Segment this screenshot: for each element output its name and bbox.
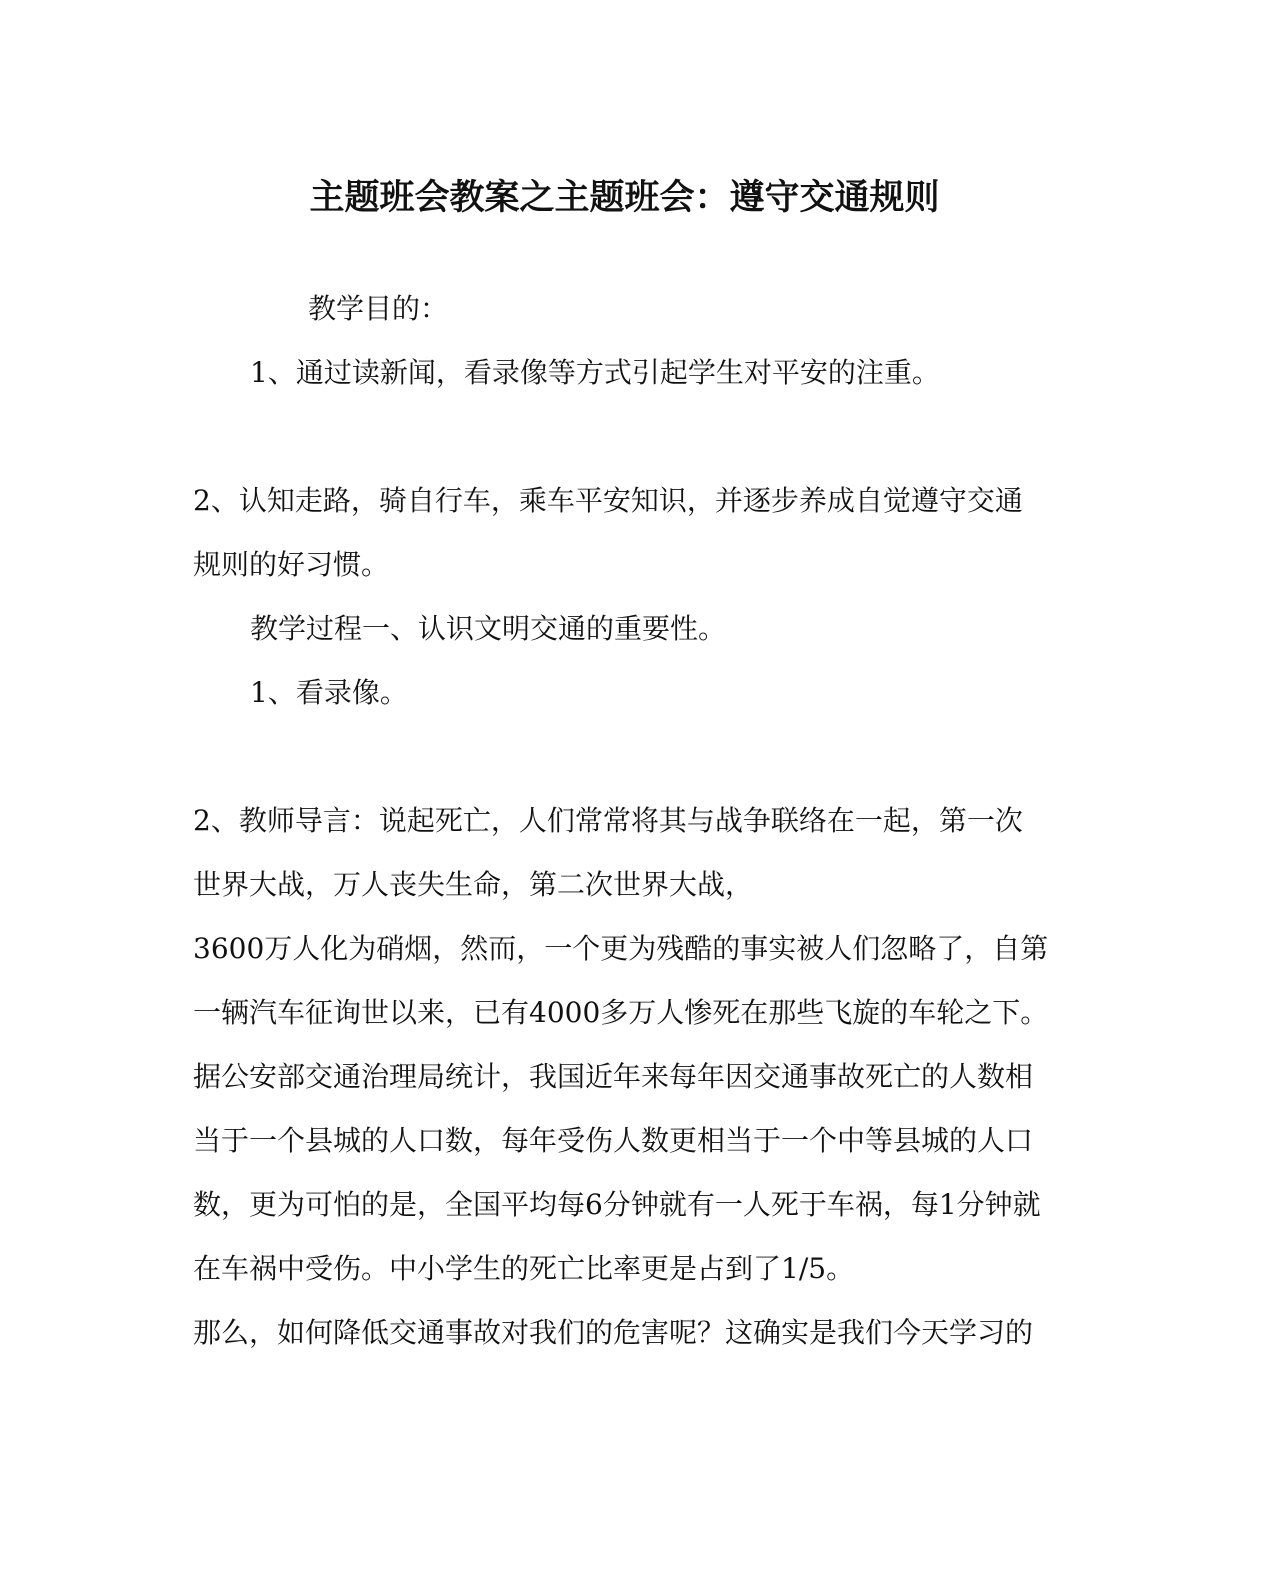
paragraph-line: 教学目的： [308,292,449,325]
paragraph-line: 1、看录像。 [250,676,408,709]
paragraph-line: 2、认知走路，骑自行车，乘车平安知识，并逐步养成自觉遵守交通 [193,484,1023,517]
paragraph-line: 世界大战，万人丧失生命，第二次世界大战， [193,868,754,901]
paragraph-line: 据公安部交通治理局统计，我国近年来每年因交通事故死亡的人数相 [193,1060,1034,1093]
paragraph-line: 当于一个县城的人口数，每年受伤人数更相当于一个中等县城的人口 [193,1124,1034,1157]
paragraph-line: 1、通过读新闻，看录像等方式引起学生对平安的注重。 [250,356,940,389]
paragraph-line: 规则的好习惯。 [193,548,390,581]
paragraph-line: 数，更为可怕的是，全国平均每6分钟就有一人死于车祸，每1分钟就 [193,1188,1041,1221]
paragraph-line: 教学过程一、认识文明交通的重要性。 [250,612,727,645]
paragraph-line: 在车祸中受伤。中小学生的死亡比率更是占到了1/5。 [193,1252,855,1285]
paragraph-line: 那么，如何降低交通事故对我们的危害呢？这确实是我们今天学习的 [193,1316,1034,1349]
paragraph-line: 一辆汽车征询世以来，已有4000多万人惨死在那些飞旋的车轮之下。 [193,996,1049,1029]
paragraph-line: 2、教师导言：说起死亡，人们常常将其与战争联络在一起，第一次 [193,804,1023,837]
paragraph-line: 3600万人化为硝烟，然而，一个更为残酷的事实被人们忽略了，自第 [193,932,1049,965]
document-title: 主题班会教案之主题班会：遵守交通规则 [309,177,940,218]
